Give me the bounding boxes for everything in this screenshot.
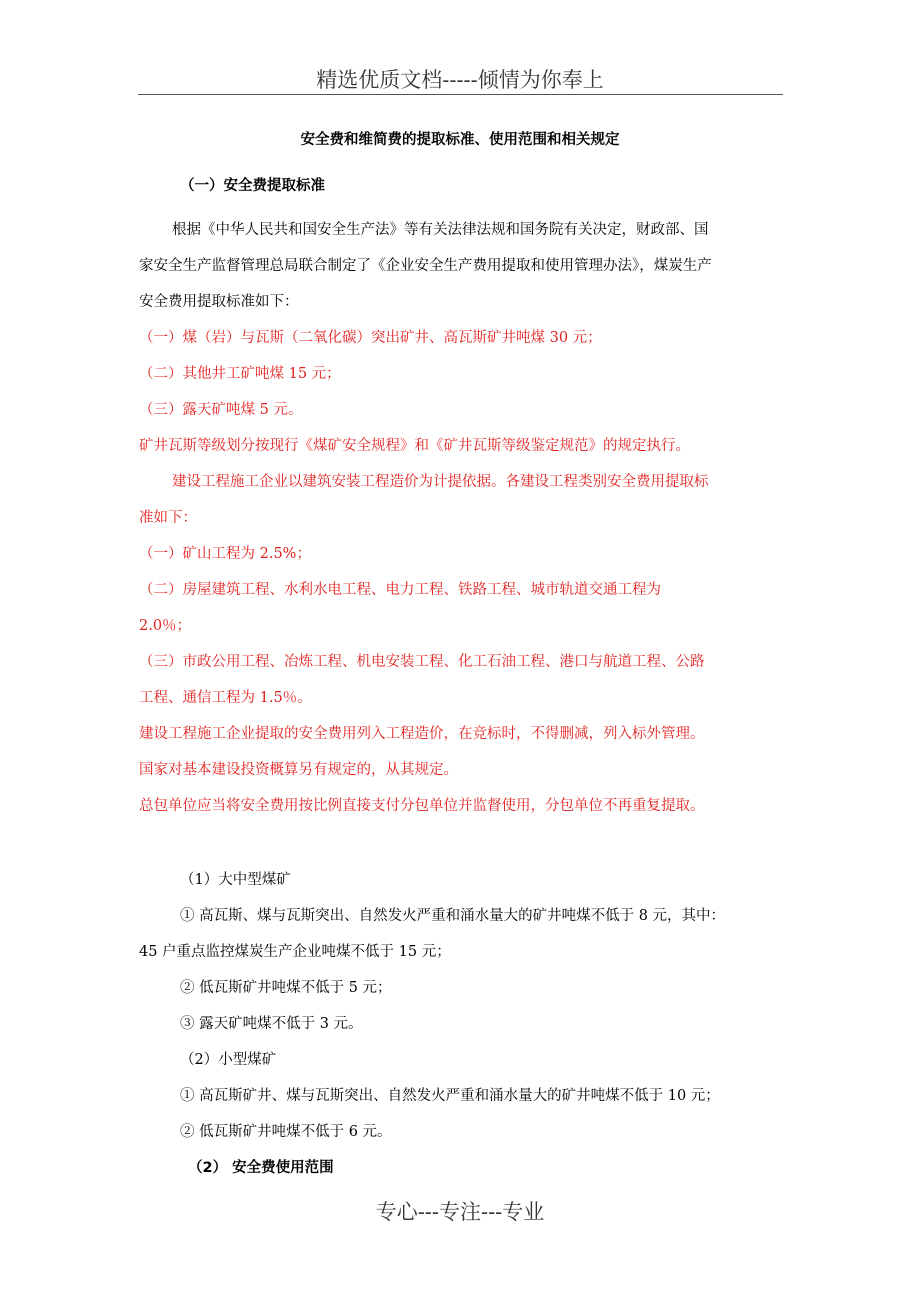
large-mine-item: ① 高瓦斯、煤与瓦斯突出、自然发火严重和涌水量大的矿井吨煤不低于 8 元，其中：	[180, 908, 726, 924]
small-mine-heading: （2）小型煤矿	[180, 1052, 277, 1068]
coal-standard-item: （三）露天矿吨煤 5 元。	[139, 402, 303, 418]
section-heading-safety-fee-standard: （一）安全费提取标准	[180, 178, 325, 194]
page-footer: 专心---专注---专业	[375, 1200, 545, 1224]
header-rule	[138, 94, 783, 95]
paragraph-line: 安全费用提取标准如下：	[139, 294, 299, 310]
construction-note: 国家对基本建设投资概算另有规定的，从其规定。	[139, 762, 458, 778]
construction-standard-item: 工程、通信工程为 1.5％。	[139, 690, 312, 706]
construction-note: 总包单位应当将安全费用按比例直接支付分包单位并监督使用，分包单位不再重复提取。	[139, 798, 705, 814]
document-title: 安全费和维简费的提取标准、使用范围和相关规定	[300, 132, 620, 148]
construction-standard-item: （一）矿山工程为 2.5%；	[139, 546, 311, 562]
page-header: 精选优质文档-----倾情为你奉上	[316, 68, 604, 92]
paragraph-line: 准如下：	[139, 510, 197, 526]
coal-standard-item: （一）煤（岩）与瓦斯（二氧化碳）突出矿井、高瓦斯矿井吨煤 30 元；	[139, 330, 602, 346]
large-mine-item: ③ 露天矿吨煤不低于 3 元。	[180, 1016, 363, 1032]
small-mine-item: ② 低瓦斯矿井吨煤不低于 6 元。	[180, 1124, 392, 1140]
large-mine-heading: （1）大中型煤矿	[180, 872, 291, 888]
construction-standard-item: （二）房屋建筑工程、水利水电工程、电力工程、铁路工程、城市轨道交通工程为	[139, 582, 661, 598]
coal-standard-note: 矿井瓦斯等级划分按现行《煤矿安全规程》和《矿井瓦斯等级鉴定规范》的规定执行。	[139, 438, 690, 454]
section-heading-usage-scope: （2） 安全费使用范围	[188, 1160, 334, 1176]
construction-note: 建设工程施工企业提取的安全费用列入工程造价，在竞标时，不得删减，列入标外管理。	[139, 726, 705, 742]
construction-standard-item: 2.0％；	[139, 618, 192, 634]
small-mine-item: ① 高瓦斯矿井、煤与瓦斯突出、自然发火严重和涌水量大的矿井吨煤不低于 10 元；	[180, 1088, 720, 1104]
large-mine-item: ② 低瓦斯矿井吨煤不低于 5 元；	[180, 980, 392, 996]
construction-standard-item: （三）市政公用工程、冶炼工程、机电安装工程、化工石油工程、港口与航道工程、公路	[139, 654, 705, 670]
coal-standard-item: （二）其他井工矿吨煤 15 元；	[139, 366, 341, 382]
paragraph-line: 家安全生产监督管理总局联合制定了《企业安全生产费用提取和使用管理办法》，煤炭生产	[139, 258, 712, 274]
large-mine-item: 45 户重点监控煤炭生产企业吨煤不低于 15 元；	[139, 944, 451, 960]
paragraph-line: 根据《中华人民共和国安全生产法》等有关法律法规和国务院有关决定，财政部、国	[172, 222, 709, 238]
paragraph-line: 建设工程施工企业以建筑安装工程造价为计提依据。各建设工程类别安全费用提取标	[172, 474, 709, 490]
